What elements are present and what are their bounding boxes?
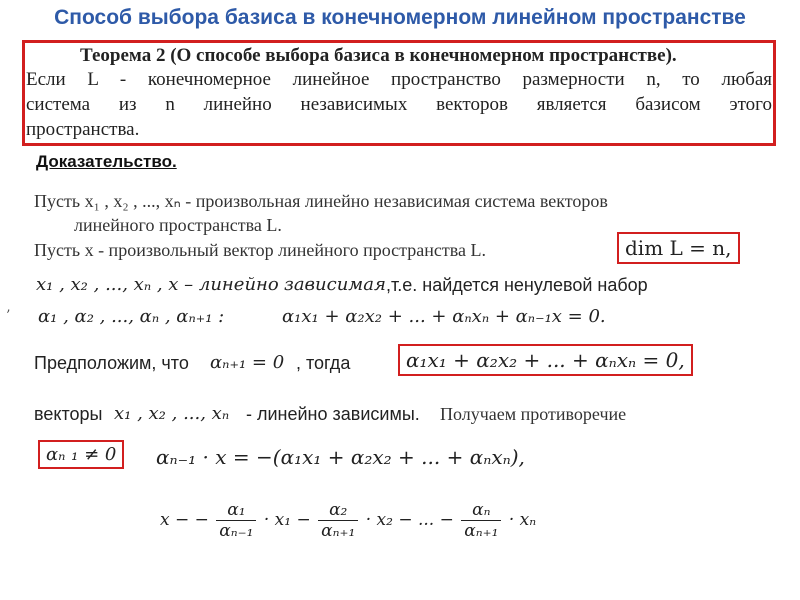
- dependent-rest-text: ,т.е. найдется ненулевой набор: [386, 275, 648, 295]
- final-lhs: x − −: [160, 510, 209, 530]
- fraction-2: [318, 500, 358, 541]
- let-system-line-2: линейного пространства L.: [74, 215, 282, 235]
- theorem-line-3: пространства.: [26, 119, 140, 140]
- dependent-vectors-formula: x₁ , x₂ , ..., xₙ , x – линейно: [36, 274, 279, 295]
- fraction-3: [461, 500, 501, 541]
- tick-mark: ’: [6, 308, 11, 324]
- fraction-1-denominator: αₙ₋₁: [219, 521, 254, 541]
- fraction-3-denominator: αₙ₊₁: [464, 521, 499, 541]
- final-formula: [160, 500, 536, 541]
- theorem-line-2: система из n линейно независимых векторов является базисом этого: [26, 94, 772, 115]
- proof-heading: Доказательство.: [36, 152, 177, 171]
- vectors-dependent-text: - линейно зависимы.: [246, 404, 420, 424]
- nonzero-condition: αₙ ₁ ≠ 0: [38, 440, 124, 469]
- final-term-1: · x₁ −: [263, 510, 311, 530]
- let-vector-line: Пусть x - произвольный вектор линейного пространства L.: [34, 240, 486, 260]
- fraction-1: [216, 500, 256, 541]
- express-x-formula: αₙ₋₁ · x = −(α₁x₁ + α₂x₂ + ... + αₙxₙ),: [156, 445, 525, 469]
- coefficient-set: α₁ , α₂ , ..., αₙ , αₙ₊₁ :: [38, 306, 225, 327]
- fraction-2-denominator: αₙ₊₁: [321, 521, 356, 541]
- suppose-condition: αₙ₊₁ = 0: [210, 352, 285, 373]
- dependent-word: зависимая: [284, 274, 386, 295]
- linear-combination-formula: α₁x₁ + α₂x₂ + ... + αₙxₙ + αₙ₋₁x = 0.: [282, 306, 606, 327]
- contradiction-text: Получаем противоречие: [440, 404, 627, 424]
- suppose-label: Предположим, что: [34, 353, 189, 373]
- fraction-2-numerator: α₂: [318, 500, 358, 521]
- theorem-heading: Теорема 2 (О способе выбора базиса в конечномерном пространстве).: [80, 45, 677, 66]
- fraction-1-numerator: α₁: [216, 500, 256, 521]
- final-term-2: · x₂ − ... −: [365, 510, 454, 530]
- suppose-then: , тогда: [296, 353, 351, 373]
- dimension-formula: dim L = n,: [617, 232, 740, 264]
- vectors-label: векторы: [34, 404, 103, 424]
- slide-title: Способ выбора базиса в конечномерном линейном пространстве: [54, 6, 746, 29]
- reduced-combination-formula: α₁x₁ + α₂x₂ + ... + αₙxₙ = 0,: [398, 344, 693, 376]
- theorem-line-1: Если L - конечномерное линейное пространство размерности n, то любая: [26, 69, 772, 90]
- final-term-3: · xₙ: [508, 510, 537, 530]
- fraction-3-numerator: αₙ: [461, 500, 501, 521]
- let-system-line-1: Пусть x₁ , x₂ , ..., xₙ - произвольная линейно независимая система векторов: [34, 191, 608, 211]
- vectors-list: x₁ , x₂ , ..., xₙ: [114, 403, 230, 424]
